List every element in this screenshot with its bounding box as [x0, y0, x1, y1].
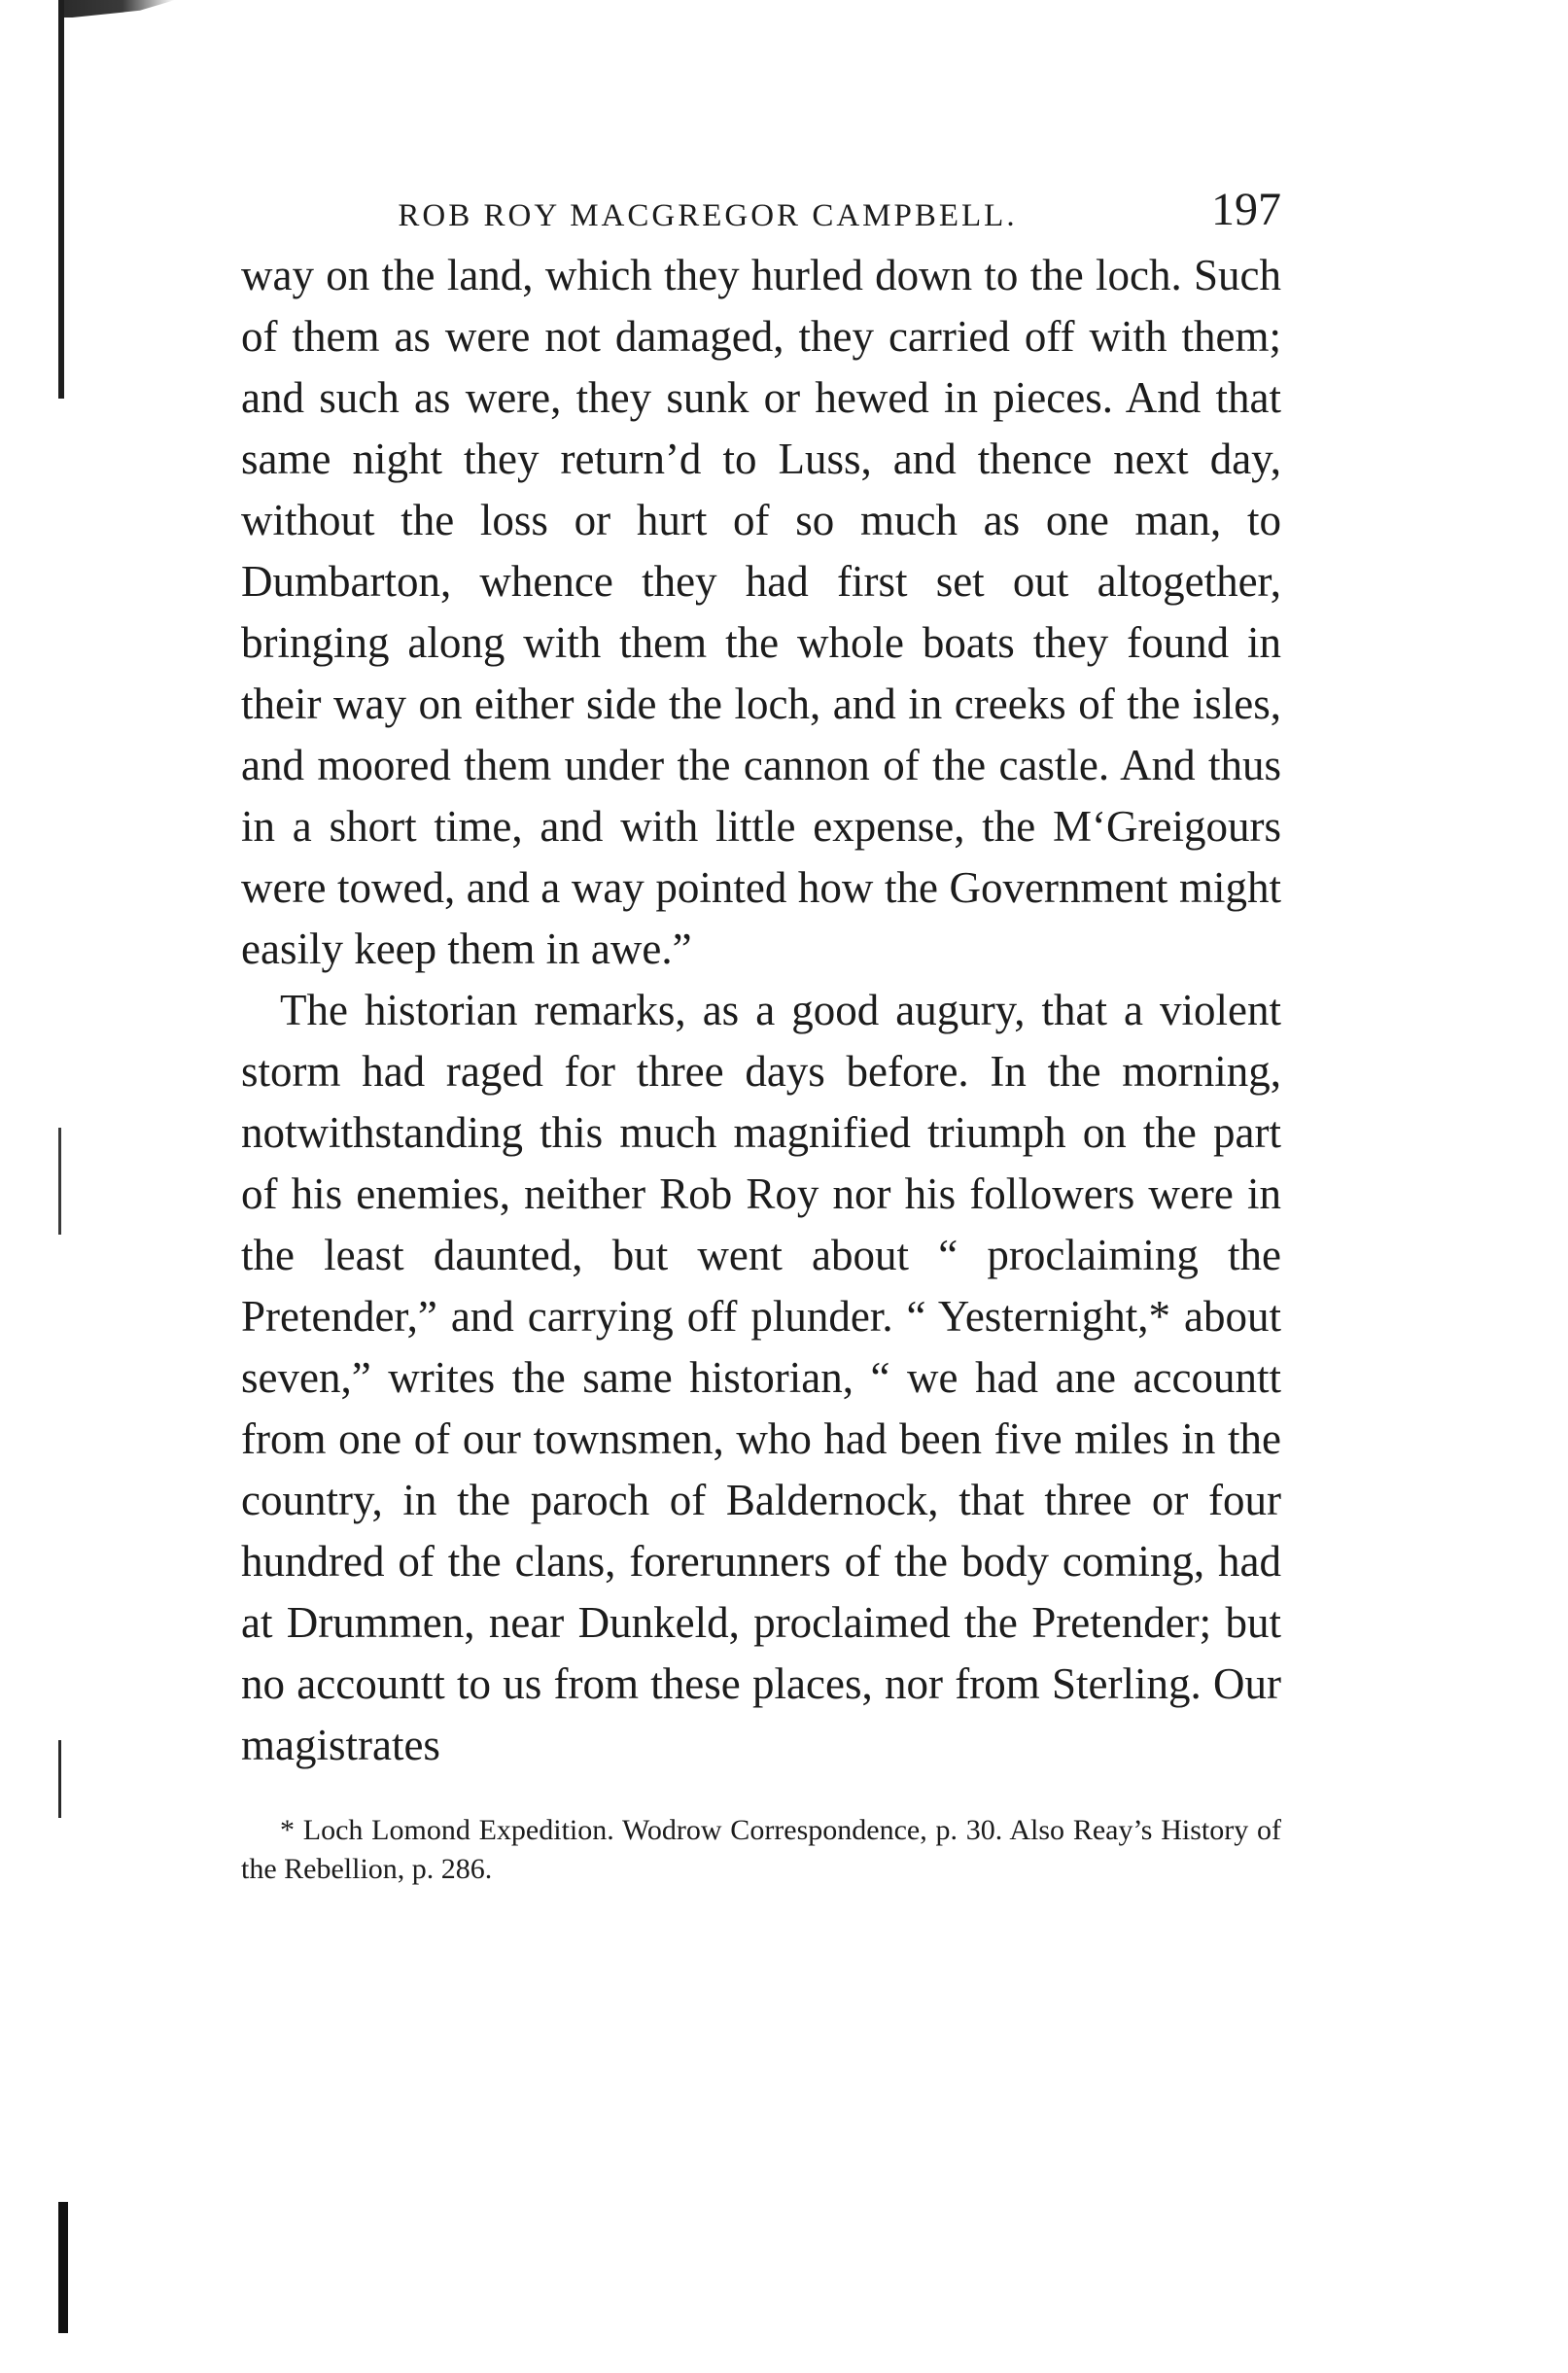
paragraph: way on the land, which they hurled down to the loch. Such of them as were not damaged, they carried off with them; and such as were, they sunk or hewed in pieces. And that same night they return’d to Luss, and thence next day, without the loss or hurt of so much as one man, to Dumbarton, whence they had first set out altogether, bringing along with them the whole boats they found in their way on either side the loch, and in creeks of the isles, and moored them under the cannon of the castle. And thus in a short time, and with little expense, the M‘Greigours were towed, and a way pointed how the Government might easily keep them in awe.” [241, 251, 1281, 973]
body-text [241, 245, 1281, 1776]
running-title: ROB ROY MACGREGOR CAMPBELL. [398, 198, 1018, 233]
footnote [241, 1811, 1281, 1889]
footnote-text: * Loch Lomond Expedition. Wodrow Correspondence, p. 30. Also Reay’s History of the Rebellion, p. 286. [241, 1814, 1281, 1885]
page-number: 197 [1211, 184, 1281, 235]
book-page [241, 175, 1281, 1889]
scan-edge-top [58, 0, 175, 17]
scan-edge-left-bottom [58, 2202, 68, 2333]
paragraph: The historian remarks, as a good augury, that a violent storm had raged for three days before. In the morning, notwithstanding this much magnified triumph on the part of his enemies, neither Rob Roy nor his followers were in the least daunted, but went about “ proclaiming the Pretender,” and carrying off plunder. “ Yesternight,* about seven,” writes the same historian, “ we had ane accountt from one of our townsmen, who had been five miles in the country, in the paroch of Baldernock, that three or four hundred of the clans, forerunners of the body coming, had at Drummen, near Dunkeld, proclaimed the Pretender; but no accountt to us from these places, nor from Sterling. Our magistrates [241, 986, 1281, 1769]
running-head [241, 175, 1281, 245]
scan-edge-left [58, 0, 64, 399]
scan-edge-mark [58, 1740, 61, 1818]
scan-edge-mark [58, 1128, 61, 1235]
